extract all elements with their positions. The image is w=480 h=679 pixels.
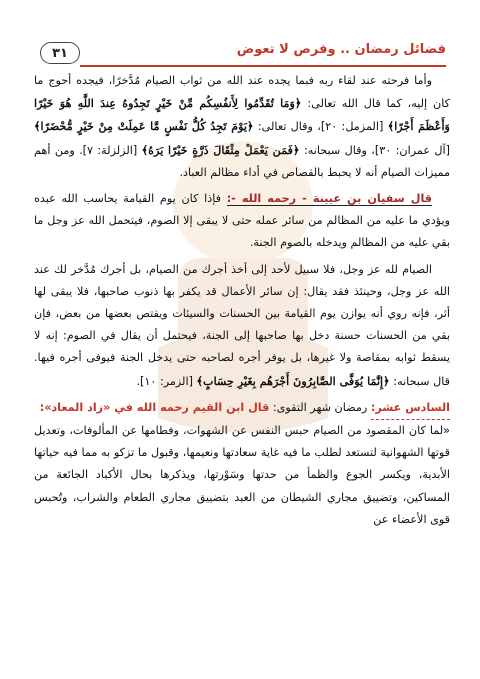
quote-attribution: قال سفيان بن عيينة - رحمه الله -:: [226, 192, 432, 206]
quran-verse: ﴿إِنَّمَا يُوَفَّى الصَّابِرُونَ أَجْرَهُم بِغَيْرِ حِسَابٍ﴾: [196, 373, 390, 388]
verse-reference: [الزلزلة: ٧].: [79, 143, 138, 157]
section-16-text: «لما كان المقصود من الصيام حبس النفس عن الشهوات، وفطامها عن المألوفات، وتعديل قوتها الشهوانية لتستعد لطلب ما فيه غاية سعادتها ونعيمها، وقبول ما تزكو به مما فيه حياتها الأبدية، ويكسر الجوع والظمأ من حدتها وسَوْرتها، ويذكرها بحال الأكباد الجائعة من المساكين، وتضييق مجاري الشيطان من العبد بتضييق مجاري الطعام والشراب، وتُحبس قوى الأعضاء عن: [34, 424, 450, 526]
paragraph-text: الصيام لله عز وجل، فلا سبيل لأحد إلى أخذ أجرك من الصيام، بل أجرك مُدَّخر لك عند الله عز وجل، وحينئذ فقد يقال: إن سائر الأعمال قد يكفر بها ذنوب صاحبها، فلا يبقى لها أثر، فإنه روي أنه يوازن يوم القيامة بين الحسنات والسيئات ويقتص بعضها من بعض، فإن بقي من الحسنات حسنة دخل بها صاحبها إلى الجنة، فيحتمل أن يقال في الصوم: إنه لا يسقط ثوابه بمقاصة ولا غيرها، بل يوفر أجره لصاحبه حتى يدخل الجنة فيوفى أجره فيها. قال سبحانه:: [34, 262, 450, 388]
paragraph-2: [34, 188, 450, 255]
paragraph-text: ومن أهم مميزات الصيام أنه لا يحبط بالقصاص في أداء مظالم العباد.: [34, 143, 450, 179]
running-title: فضائل رمضان .. وفرص لا تعوض: [236, 42, 446, 57]
section-subtitle: رمضان شهر التقوى:: [272, 400, 368, 414]
quran-verse: ﴿يَوْمَ تَجِدُ كُلُّ نَفْسٍ مَّا عَمِلَتْ مِنْ خَيْرٍ مُّحْضَرًا﴾: [34, 119, 254, 134]
paragraph-1: [34, 70, 450, 184]
paragraph-text: فإذا كان يوم القيامة يحاسب الله عبده ويؤدي ما عليه من المظالم من سائر عمله حتى لا يبقى إلا الصوم، فيتحمل الله عز وجل ما بقي عليه من المظالم ويدخله بالصوم الجنة.: [34, 192, 450, 250]
paragraph-3: [34, 259, 450, 393]
quote-attribution: قال ابن القيم رحمه الله في «زاد المعاد»:: [39, 400, 270, 414]
verse-reference: [آل عمران: ٣٠]، وقال سبحانه:: [303, 143, 450, 157]
quran-verse: ﴿وَمَا تُقَدِّمُوا لِأَنفُسِكُم مِّنْ خَيْرٍ تَجِدُوهُ عِندَ اللَّهِ هُوَ خَيْرًا وَأَعْظَمَ أَجْرًا﴾: [34, 96, 450, 134]
verse-reference: [الزمر: ١٠].: [136, 374, 193, 388]
section-title: السادس عشر:: [371, 397, 450, 420]
section-16-heading: [34, 397, 450, 420]
quran-verse: ﴿فَمَن يَعْمَلْ مِثْقَالَ ذَرَّةٍ خَيْرًا يَرَهُ﴾: [141, 142, 300, 157]
header-rule: [80, 65, 446, 67]
page-header: [34, 40, 446, 66]
page-body: [34, 70, 450, 531]
page-number: ٣١: [40, 42, 80, 64]
paragraph-text: وأما فرحته عند لقاء ربه فبما يجده عند الله من ثواب الصيام مُدَّخرًا، فيجده أحوج ما كان إليه، كما قال الله تعالى:: [34, 74, 450, 111]
verse-reference: [المزمل: ٢٠]، وقال تعالى:: [257, 120, 384, 134]
